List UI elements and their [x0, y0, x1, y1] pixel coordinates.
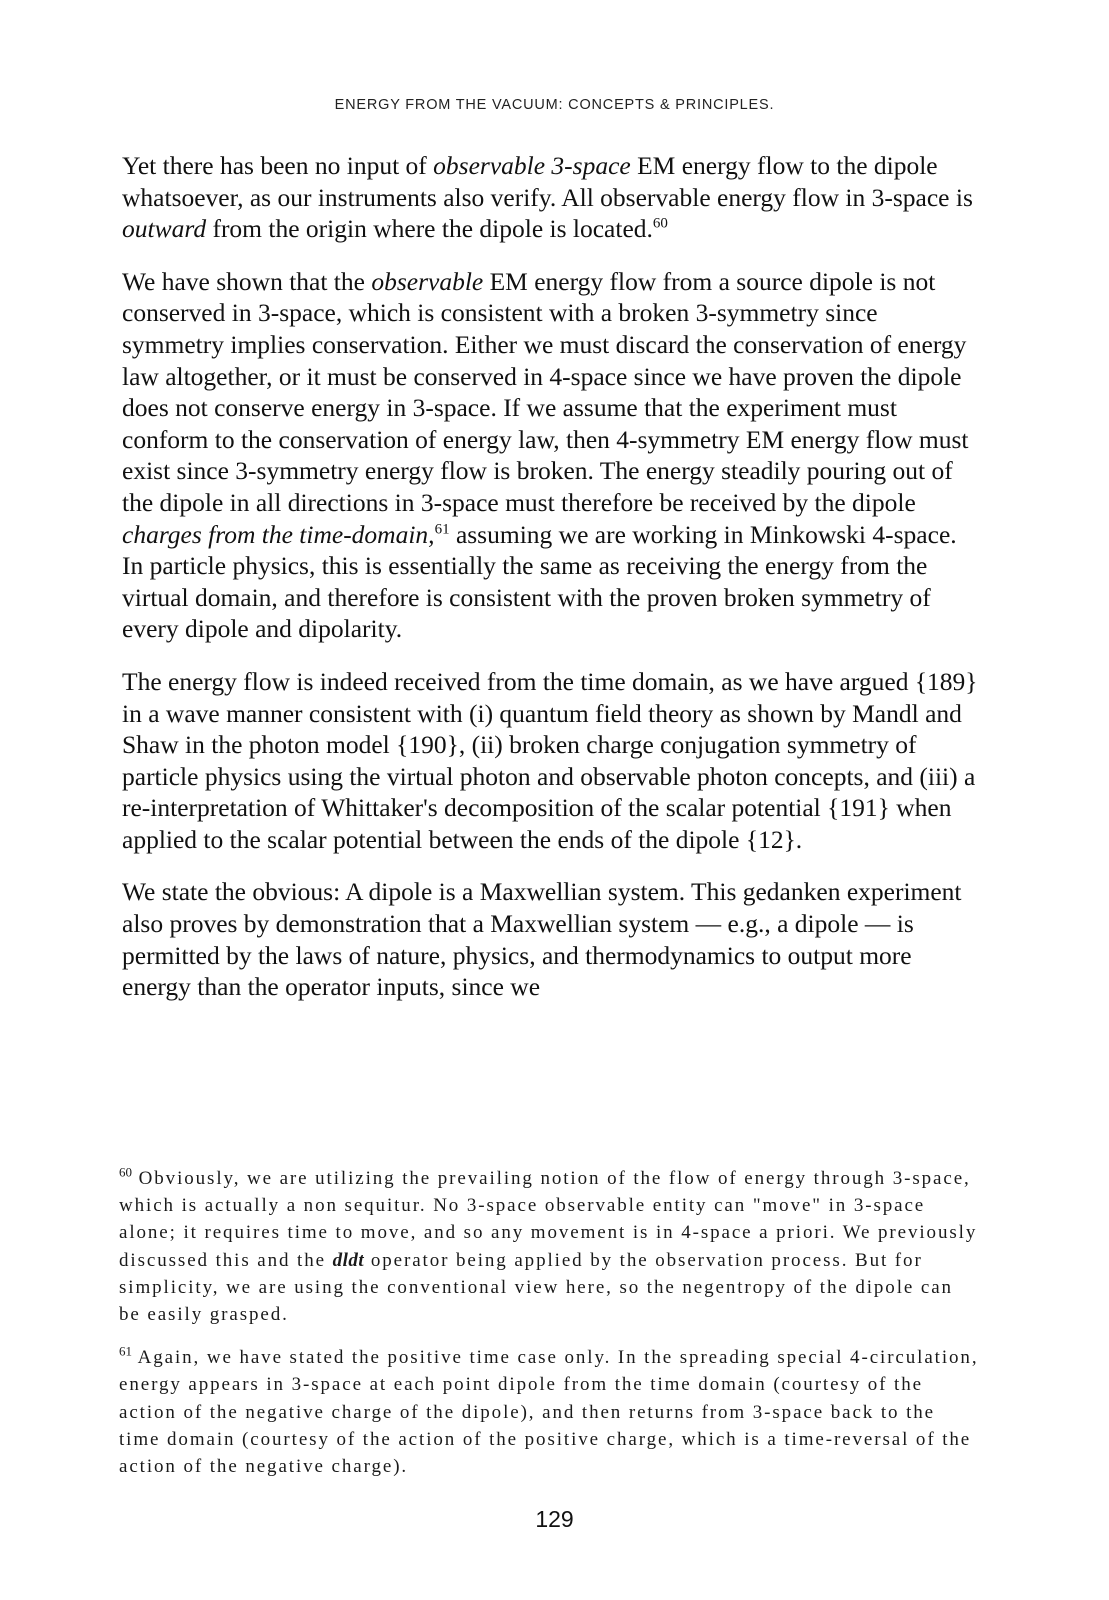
running-header: ENERGY FROM THE VACUUM: CONCEPTS & PRINCIPLES.	[334, 97, 775, 113]
footnote-61: $^{61}$ Again, we have stated the positive time case only. In the spreading special 4-circulation, energy appears in 3-space at each point dipole from the time domain (courtesy of the action of the negative charge of the dipole), and then returns from 3-space back to the time domain (courtesy of the action of the positive charge, which is a time-reversal of the action of the negative charge).	[119, 1343, 979, 1478]
paragraph-1: Yet there has been no input of observable 3-space EM energy flow to the dipole whatsoever, as our instruments also verify. All observable energy flow in 3-space is outward from the origin where the dipole is located.$^{60}$	[122, 151, 973, 244]
footnote-ref-61[interactable]: 61	[434, 521, 450, 538]
emphasis: observable 3-space	[433, 151, 631, 180]
paragraph-2: We have shown that the observable EM energy flow from a source dipole is not conserved in 3-space, which is consistent with a broken 3-symmetry since symmetry implies conservation. Either we must discard the conservation of energy law altogether, or it must be conserved in 4-space since we have proven the dipole does not conserve energy in 3-space. If we assume that the experiment must conform to the conservation of energy law, then 4-symmetry EM energy flow must exist since 3-symmetry energy flow is broken. The energy steadily pouring out of the dipole in all directions in 3-space must therefore be received by the dipole charges from the time-domain,$^{61}$ assuming we are working in Minkowski 4-space. In particle physics, this is essentially the same as receiving the energy from the virtual domain, and therefore is consistent with the proven broken symmetry of every dipole and dipolarity.	[122, 266, 969, 644]
paragraph-4: We state the obvious: A dipole is a Maxwellian system. This gedanken experiment also proves by demonstration that a Maxwellian system — e.g., a dipole — is permitted by the laws of nature, physics, and thermodynamics to output more energy than the operator inputs, since we	[122, 877, 962, 1002]
footnote-60: $^{60}$ Obviously, we are utilizing the prevailing notion of the flow of energy through 3-space, which is actually a non sequitur. No 3-space observable entity can "move" in 3-space alone; it requires time to move, and so any movement is in 4-space a priori. We previously discussed this and the dldt operator being applied by the observation process. But for simplicity, we are using the conventional view here, so the negentropy of the dipole can be easily grasped.	[119, 1164, 978, 1326]
footnote-number: 60	[119, 1164, 132, 1180]
page-number: 129	[535, 1506, 574, 1532]
operator-symbol: dldt	[332, 1249, 365, 1271]
body-text	[122, 150, 982, 1024]
emphasis: charges from the time-domain,	[122, 519, 435, 549]
footnotes	[119, 1165, 979, 1496]
footnote-ref-60[interactable]: 60	[652, 215, 668, 232]
emphasis: observable	[371, 266, 484, 296]
paragraph-3: The energy flow is indeed received from the time domain, as we have argued {189} in a wave manner consistent with (i) quantum field theory as shown by Mandl and Shaw in the photon model {190}, (ii) broken charge conjugation symmetry of particle physics using the virtual photon and observable photon concepts, and (iii) a re-interpretation of Whittaker's decomposition of the scalar potential {191} when applied to the scalar potential between the ends of the dipole {12}.	[122, 666, 978, 854]
footnote-number: 61	[119, 1343, 132, 1359]
emphasis: outward	[122, 214, 207, 244]
